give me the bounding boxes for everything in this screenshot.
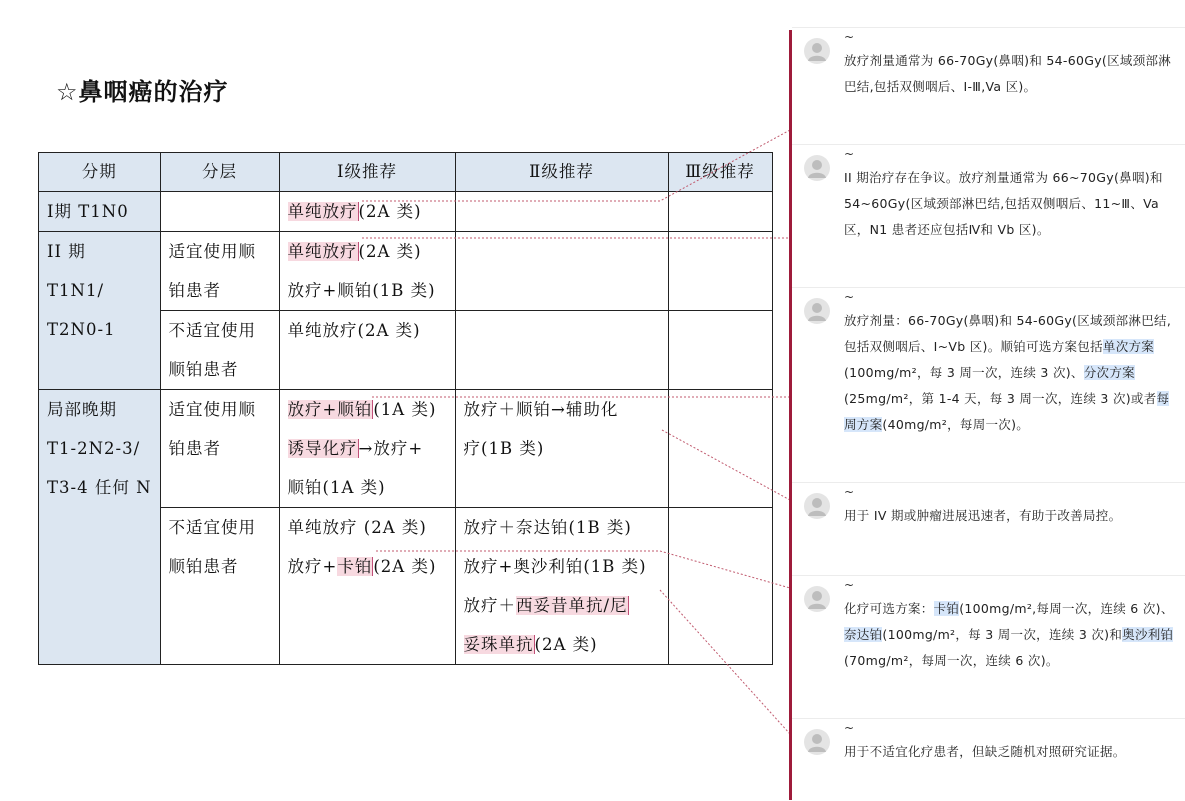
stage-cell: 局部晚期 T1-2N2-3/ T3-4 任何 N [39,390,161,665]
comment-highlight: 分次方案 [1083,365,1135,380]
comment-author: ~ [844,147,855,161]
comment-text: II 期治疗存在争议。放疗剂量通常为 66~70Gy(鼻咽)和 54~60Gy(区域颈部淋巴结,包括双侧咽后、11~Ⅲ、Va 区，N1 患者还应包括Ⅳ和 Vb 区)。 [844,170,1163,237]
user-icon [804,586,830,612]
avatar [804,586,830,612]
connector-line [362,130,790,201]
comment-text: 放疗剂量通常为 66-70Gy(鼻咽)和 54-60Gy(区域颈部淋巴结,包括双侧咽后、I-Ⅲ,Va 区)。 [844,53,1172,94]
avatar [804,298,830,324]
page-title: ☆鼻咽癌的治疗 [56,78,229,106]
comment-highlight: 奥沙利铂 [1122,627,1174,642]
level2-cell: 放疗＋顺铂→辅助化 疗(1B 类) [455,390,668,508]
avatar [804,729,830,755]
level1-cell: 单纯放疗(2A 类) [279,311,455,390]
level1-cell: 单纯放疗(2A 类) [279,192,455,232]
user-icon [804,493,830,519]
comment-highlight: 卡铂 [933,601,960,616]
stage-cell: Ⅰ期 T1N0 [39,192,161,232]
comment-author: ~ [844,485,855,499]
highlight-annotation[interactable]: 单纯放疗 [287,242,358,261]
highlight-annotation[interactable]: 单纯放疗 [287,202,358,221]
comment-text: 用于 IV 期或肿瘤进展迅速者，有助于改善局控。 [844,508,1122,523]
comment-text: 化疗可选方案：卡铂(100mg/m²,每周一次，连续 6 次)、奈达铂(100mg/m²，每 3 周一次，连续 3 次)和奥沙利铂(70mg/m²，每周一次，连续 6 次)。 [844,601,1174,668]
highlight-annotation[interactable]: 西妥昔单抗/尼 [516,596,628,615]
comment-card[interactable] [792,144,1185,288]
connector-line [660,590,790,734]
comment-highlight: 单次方案 [1102,339,1155,354]
header-level1: Ⅰ级推荐 [279,153,455,192]
comment-highlight: 每周方案 [844,391,1170,432]
comment-text: 用于不适宜化疗患者，但缺乏随机对照研究证据。 [844,744,1126,759]
layer-cell: 适宜使用顺 铂患者 [160,232,279,311]
highlight-annotation[interactable]: 诱导化疗 [287,439,358,458]
comment-card[interactable] [792,482,1185,576]
avatar [804,38,830,64]
comment-card[interactable] [792,575,1185,719]
comment-highlight: 奈达铂 [844,627,883,642]
header-stage: 分期 [39,153,161,192]
user-icon [804,298,830,324]
highlight-annotation[interactable]: 放疗+顺铂 [287,400,373,419]
avatar [804,155,830,181]
header-level3: Ⅲ级推荐 [668,153,772,192]
comment-text: 放疗剂量：66-70Gy(鼻咽)和 54-60Gy(区域颈部淋巴结,包括双侧咽后、I~Vb 区)。顺铂可选方案包括单次方案(100mg/m²，每 3 周一次，连续 3 次)、分次方案(25mg/m²，第 1-4 天，每 3 周一次，连续 3 次)或者每周方案(40mg/m²，每周一次)。 [844,313,1172,432]
comment-author: ~ [844,578,855,592]
avatar [804,493,830,519]
user-icon [804,155,830,181]
layer-cell: 不适宜使用 顺铂患者 [160,508,279,665]
connector-line [376,551,790,588]
layer-cell: 不适宜使用 顺铂患者 [160,311,279,390]
comment-author: ~ [844,30,855,44]
user-icon [804,729,830,755]
comments-pane [792,0,1185,800]
layer-cell: 适宜使用顺 铂患者 [160,390,279,508]
comment-card[interactable] [792,27,1185,145]
stage-cell: II 期 T1N1/ T2N0-1 [39,232,161,390]
highlight-annotation[interactable]: 卡铂 [337,557,373,576]
highlight-annotation[interactable]: 妥珠单抗 [463,635,534,654]
user-icon [804,38,830,64]
level1-cell: 单纯放疗 (2A 类) 放疗+卡铂(2A 类) [279,508,455,665]
comment-card[interactable] [792,718,1185,801]
level1-cell: 单纯放疗(2A 类) 放疗+顺铂(1B 类) [279,232,455,311]
comment-card[interactable] [792,287,1185,483]
comment-author: ~ [844,721,855,735]
connector-line [662,430,790,500]
header-level2: Ⅱ级推荐 [455,153,668,192]
level1-cell: 放疗+顺铂(1A 类) 诱导化疗→放疗+ 顺铂(1A 类) [279,390,455,508]
comment-author: ~ [844,290,855,304]
header-layer: 分层 [160,153,279,192]
level2-cell: 放疗＋奈达铂(1B 类) 放疗+奥沙利铂(1B 类) 放疗＋西妥昔单抗/尼 妥珠单抗(2A 类) [455,508,668,665]
